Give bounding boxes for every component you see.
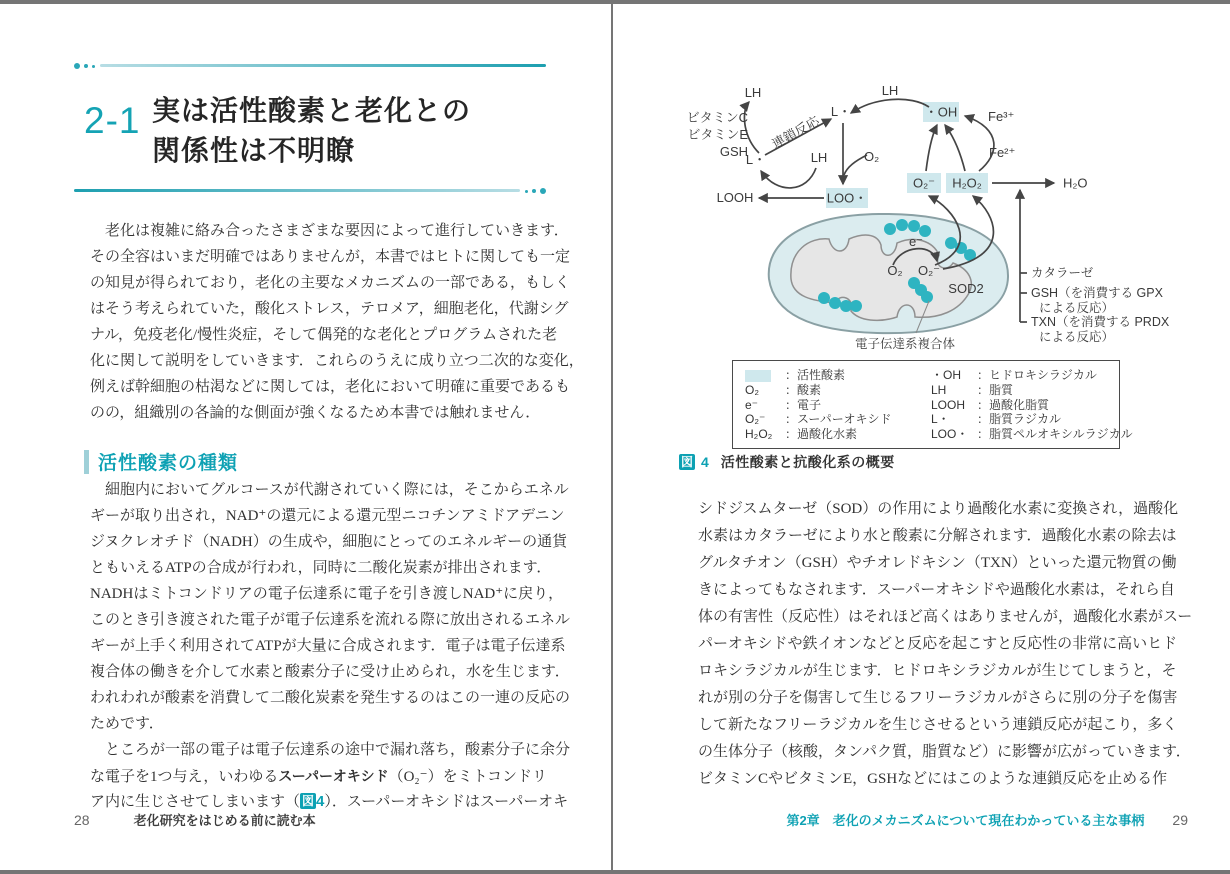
figure-reference-badge: 図 (302, 794, 315, 808)
text-line (90, 763, 565, 789)
text-line: れが別の分子を傷害して生じるフリーラジカルがさらに別の分子を傷害 (698, 690, 1178, 706)
legend-symbol: LH (931, 382, 947, 397)
figure4-legend (732, 360, 1133, 449)
label-loo-radical: LOO・ (826, 190, 868, 206)
footer-left (74, 810, 316, 829)
label-superoxide-inside: O₂⁻ (917, 263, 941, 278)
label-superoxide: O₂⁻ (912, 175, 936, 191)
label-lipid-radical-left: L・ (745, 152, 767, 167)
label-lh-right: LH (881, 85, 899, 98)
legend-row (745, 398, 891, 413)
figure-caption-text: 活性酸素と抗酸化系の概要 (720, 454, 895, 470)
legend-row (931, 427, 1133, 442)
text-segment: （O₂⁻）をミトコンドリ (388, 769, 547, 785)
label-h2o: H₂O (1063, 175, 1088, 191)
figure-caption-number: 4 (701, 454, 709, 470)
label-fe3: Fe³⁺ (988, 109, 1015, 124)
legend-row (931, 383, 1133, 398)
legend-column-left (745, 368, 891, 442)
legend-symbol: LOOH (931, 397, 966, 412)
text-segment: ア内に生じさせてしまいます（ (90, 794, 301, 810)
text-line: ともいえるATPの合成が行われ，同時に二酸化炭素が排出されます． (90, 560, 552, 576)
text-line: のの，組織別の各論的な側面が強くなるため本書では触れません． (90, 405, 541, 421)
text-line: このとき引き渡された電子が電子伝達系を流れる際に放出されるエネル (90, 612, 571, 628)
arrow-oh-lh-to-lrad (851, 99, 929, 113)
legend-symbol: O₂ (745, 382, 759, 397)
label-o2-inside: O₂ (887, 263, 903, 278)
ros-diagram-svg (683, 85, 1183, 375)
page-left (0, 0, 611, 874)
page-edge-bottom (0, 870, 1230, 874)
arrow-superoxide-to-oh (926, 125, 937, 171)
text-line: ロキシラジカルが生じます．ヒドロキシラジカルが生じてしまうと，そ (698, 663, 1177, 679)
text-line: 例えば幹細胞の枯渇などに関しては，老化において明確に重要であるも (90, 379, 571, 395)
rule-dot (525, 190, 528, 193)
text-line: して新たなフリーラジカルを生じさせるという連鎖反応が起こり，多く (698, 717, 1178, 733)
footer-right (786, 810, 1188, 829)
arrow-fenton (965, 116, 994, 171)
legend-row (745, 368, 891, 383)
label-sod2: SOD2 (948, 281, 984, 296)
legend-label: ：スーパーオキシド (785, 412, 892, 427)
text-line: グルタチオン（GSH）やチオレドキシン（TXN）といった還元物質の働 (698, 555, 1177, 571)
text-line: シドジスムターゼ（SOD）の作用により過酸化水素に変換され，過酸化 (698, 501, 1179, 517)
text-line: 化に関して説明をしていきます．これらのうえに成り立つ二次的な変化， (90, 353, 584, 369)
label-etc-complex: 電子伝達系複合体 (854, 337, 956, 351)
text-line: ジヌクレオチド（NADH）の生成や，細胞にとってのエネルギーの通貨 (90, 534, 568, 550)
label-lh-mid: LH (810, 150, 828, 165)
label-chain-reaction: 連鎖反応 (769, 113, 822, 152)
legend-label: ：ヒドロキシラジカル (977, 368, 1097, 382)
text-line: ビタミンCやビタミンE，GSHなどにはこのような連鎖反応を止める作 (698, 771, 1168, 787)
legend-row (745, 412, 891, 427)
label-o2-branch: O₂ (864, 149, 880, 164)
label-electron: e⁻ (908, 234, 924, 249)
text-line: ギーが上手く利用されてATPが大量に合成されます．電子は電子伝達系 (90, 638, 566, 654)
figure-caption-badge: 図 (680, 455, 693, 469)
text-line: 水素はカタラーゼにより水と酸素に分解されます．過酸化水素の除去は (698, 528, 1177, 544)
text-line: パーオキシドや鉄イオンなどと反応を起こすと反応性の非常に高いヒド (698, 636, 1178, 652)
page-edge-top (0, 0, 1230, 4)
legend-label: ：脂質 (977, 382, 1014, 397)
label-vitamin-e: ビタミンE (687, 127, 748, 142)
arrow-lh-bounce-to-lrad (761, 168, 816, 188)
paragraph-glucose (90, 477, 571, 815)
emphasis-superoxide: スーパーオキシド (278, 768, 389, 784)
text-line: ためです． (90, 716, 164, 732)
subsection-heading-text: 活性酸素の種類 (98, 453, 239, 474)
legend-row (931, 412, 1133, 427)
label-gpx-line2: による反応） (1039, 301, 1115, 315)
page-number: 28 (74, 812, 90, 828)
figure-reference-number: 4 (316, 793, 325, 810)
page-right (613, 0, 1230, 874)
figure4-diagram (683, 85, 1183, 375)
legend-label: ：脂質ペルオキシルラジカル (977, 427, 1133, 442)
title-rule-bottom (74, 187, 546, 195)
legend-symbol: L・ (931, 412, 950, 427)
legend-label: ：活性酸素 (785, 368, 846, 382)
subsection-heading (84, 448, 238, 475)
rule-line (100, 64, 546, 67)
arrow-h2o2-to-oh (945, 125, 965, 171)
label-gsh: GSH (719, 144, 748, 159)
section-number: 2-1 (84, 100, 141, 141)
text-segment: な電子を1つ与え，いわゆる (90, 769, 279, 785)
label-hydroxyl-radical: ・OH (924, 104, 958, 120)
label-fe2: Fe²⁺ (989, 145, 1016, 160)
legend-symbol: H₂O₂ (745, 427, 773, 442)
paragraph-sod (698, 496, 1193, 793)
label-lipid-radical-top: L・ (830, 104, 852, 119)
text-line: の知見が得られており，老化の主要なメカニズムの一部である，もしく (90, 275, 571, 291)
page-gutter-divider (611, 0, 613, 874)
heading-accent-bar (84, 450, 89, 474)
text-line: NADHはミトコンドリアの電子伝達系に電子を引き渡しNAD⁺に戻り， (90, 586, 564, 602)
text-line: 老化は複雑に絡み合ったさまざまな要因によって進行していきます． (90, 223, 569, 239)
legend-symbol (745, 368, 785, 383)
legend-label: ：電子 (785, 397, 822, 412)
rule-dot (532, 189, 536, 193)
legend-symbol: LOO・ (931, 427, 969, 442)
legend-column-right (931, 368, 1133, 442)
legend-row (745, 383, 891, 398)
text-line: ギーが取り出され，NAD⁺の還元による還元型ニコチンアミドアデニン (90, 508, 565, 524)
text-line: 体の有害性（反応性）はそれほど高くはありませんが，過酸化水素がスー (698, 609, 1193, 625)
text-line: 細胞内においてグルコースが代謝されていく際には，そこからエネル (90, 482, 569, 498)
text-line: はそう考えられていた，酸化ストレス，テロメア，細胞老化，代謝シグ (90, 301, 569, 317)
text-line: きによってもなされます．スーパーオキシドや過酸化水素は，それら自 (698, 582, 1175, 598)
legend-symbol: ・OH (931, 368, 962, 382)
label-catalase: カタラーゼ (1031, 266, 1094, 280)
label-h2o2: H₂O₂ (952, 175, 982, 191)
rule-dot (84, 64, 88, 68)
label-vitamin-c: ビタミンC (686, 110, 748, 125)
page-number: 29 (1172, 812, 1188, 828)
section-title (152, 92, 471, 172)
legend-label: ：過酸化水素 (785, 427, 858, 442)
legend-symbol: O₂⁻ (745, 412, 766, 427)
text-line: その全容はいまだ明確ではありませんが，本書ではヒトに関しても一定 (90, 249, 571, 265)
text-line: われわれが酸素を消費して二酸化炭素を発生するのはこの一連の反応の (90, 690, 571, 706)
paragraph-glucose-lines (90, 477, 571, 737)
section-title-line2: 関係性は不明瞭 (152, 136, 356, 167)
legend-symbol: e⁻ (745, 397, 759, 412)
text-line: の生体分子（核酸，タンパク質，脂質など）に影響が広がっていきます． (698, 744, 1191, 760)
chapter-title: 第2章 老化のメカニズムについて現在わかっている主な事柄 (786, 813, 1145, 828)
label-looh: LOOH (716, 190, 754, 205)
rule-line (74, 189, 520, 192)
legend-label: ：酸素 (785, 382, 822, 397)
figure4-caption (679, 452, 895, 472)
ros-color-swatch (745, 370, 771, 382)
legend-row (931, 398, 1133, 413)
text-line (90, 737, 571, 763)
rule-dot (92, 65, 95, 68)
label-prdx-line1: TXN（を消費する PRDX (1031, 315, 1170, 329)
section-title-line1: 実は活性酸素と老化との (152, 96, 472, 127)
label-prdx-line2: による反応） (1039, 330, 1115, 344)
text-line: 複合体の働きを介して水素と酸素分子に受け止められ，水を生じます． (90, 664, 570, 680)
label-lh-top: LH (744, 85, 762, 100)
rule-dot (74, 63, 80, 69)
title-rule-top (74, 62, 546, 70)
rule-dot (540, 188, 546, 194)
label-gpx-line1: GSH（を消費する GPX (1031, 286, 1163, 300)
legend-label: ：過酸化脂質 (977, 397, 1050, 412)
legend-row (745, 427, 891, 442)
legend-label: ：脂質ラジカル (977, 412, 1062, 427)
book-title: 老化研究をはじめる前に読む本 (133, 813, 316, 828)
text-line: ナル，免疫老化/慢性炎症，そして偶発的な老化とプログラムされた老 (90, 327, 558, 343)
text-segment: ところが一部の電子は電子伝達系の途中で漏れ落ち，酸素分子に余分 (90, 742, 571, 758)
text-segment: ）．スーパーオキシドはスーパーオキ (324, 794, 569, 810)
paragraph-intro (90, 218, 584, 426)
legend-row (931, 368, 1133, 383)
